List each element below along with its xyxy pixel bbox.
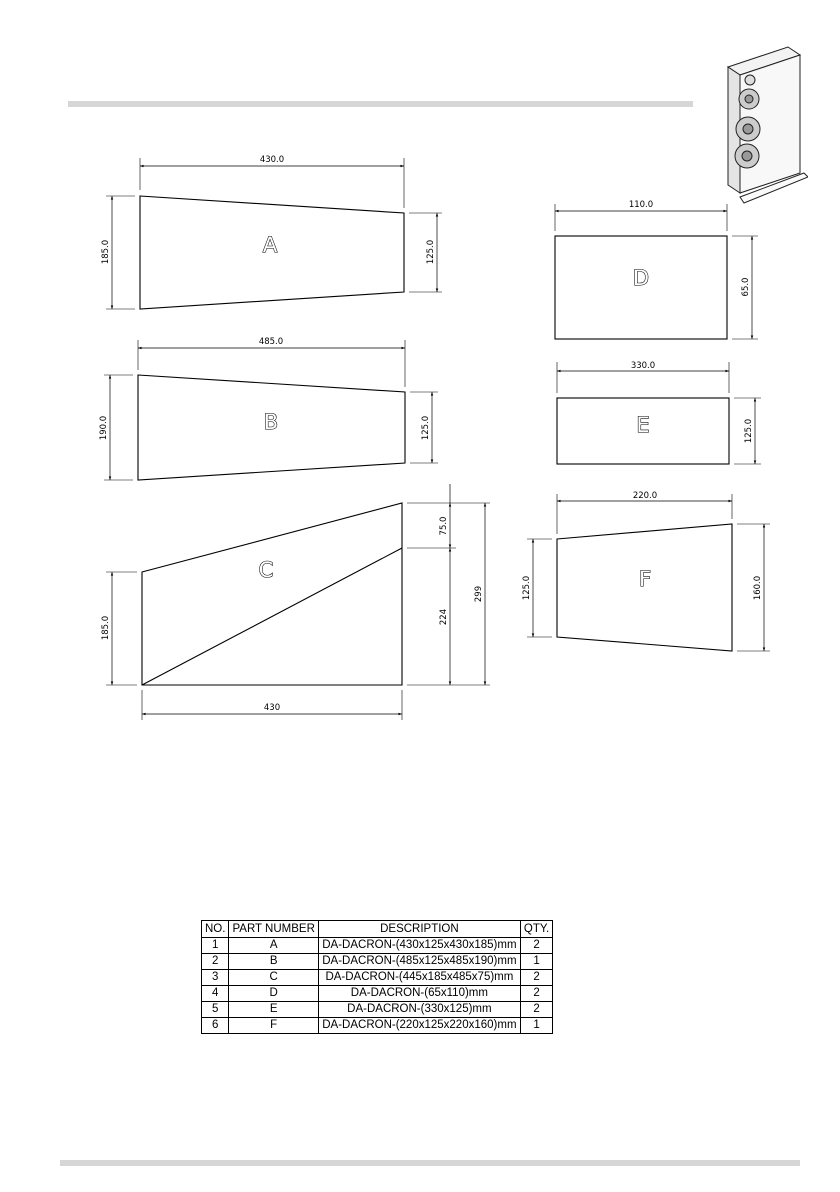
part-a-width: 430.0 — [259, 155, 285, 165]
part-c-left-height: 185.0 — [101, 615, 111, 641]
part-d-drawing — [555, 200, 758, 339]
parts-table — [201, 920, 553, 1034]
row-part-number: B — [229, 954, 318, 970]
row-description: DA-DACRON-(485x125x485x190)mm — [318, 954, 520, 970]
row-part-number: A — [229, 938, 318, 954]
table-row — [202, 1018, 553, 1034]
table-row — [202, 970, 553, 986]
part-c-total-height: 299 — [474, 585, 484, 603]
row-description: DA-DACRON-(445x185x485x75)mm — [318, 970, 520, 986]
part-e-width: 330.0 — [630, 361, 656, 371]
part-f-right-height: 160.0 — [753, 575, 763, 601]
footer-rule — [60, 1160, 800, 1166]
row-qty: 2 — [520, 938, 552, 954]
part-b-drawing — [99, 337, 438, 480]
part-b-left-height: 190.0 — [99, 415, 109, 441]
part-a-left-height: 185.0 — [101, 239, 111, 265]
row-no: 6 — [202, 1018, 229, 1034]
row-qty: 2 — [520, 986, 552, 1002]
row-description: DA-DACRON-(220x125x220x160)mm — [318, 1018, 520, 1034]
row-part-number: D — [229, 986, 318, 1002]
part-d-width: 110.0 — [628, 200, 654, 210]
row-no: 2 — [202, 954, 229, 970]
part-f-label: F — [638, 567, 652, 591]
header-part-number: PART NUMBER — [229, 921, 318, 938]
table-row — [202, 938, 553, 954]
part-a-drawing — [101, 155, 442, 309]
row-part-number: E — [229, 1002, 318, 1018]
part-c-top-segment: 75.0 — [439, 516, 449, 536]
table-row — [202, 954, 553, 970]
header-description: DESCRIPTION — [318, 921, 520, 938]
part-f-drawing — [522, 491, 770, 651]
row-no: 5 — [202, 1002, 229, 1018]
header-qty: QTY. — [520, 921, 552, 938]
header-no: NO. — [202, 921, 229, 938]
part-e-height: 125.0 — [744, 418, 754, 444]
row-part-number: C — [229, 970, 318, 986]
part-e-label: E — [636, 413, 650, 437]
part-f-left-height: 125.0 — [522, 575, 532, 601]
row-qty: 1 — [520, 954, 552, 970]
part-d-label: D — [632, 266, 650, 290]
part-c-drawing — [101, 484, 490, 720]
row-qty: 2 — [520, 1002, 552, 1018]
part-c-label: C — [258, 558, 274, 582]
part-a-label: A — [262, 233, 278, 257]
part-d-height: 65.0 — [741, 277, 751, 297]
part-b-label: B — [263, 410, 279, 434]
row-no: 4 — [202, 986, 229, 1002]
row-description: DA-DACRON-(330x125)mm — [318, 1002, 520, 1018]
row-qty: 2 — [520, 970, 552, 986]
table-header-row — [202, 921, 553, 938]
table-row — [202, 1002, 553, 1018]
row-description: DA-DACRON-(65x110)mm — [318, 986, 520, 1002]
part-b-width: 485.0 — [258, 337, 284, 347]
part-f-width: 220.0 — [632, 491, 658, 501]
part-e-drawing — [557, 361, 761, 464]
row-no: 1 — [202, 938, 229, 954]
row-part-number: F — [229, 1018, 318, 1034]
part-b-right-height: 125.0 — [421, 415, 431, 441]
row-no: 3 — [202, 970, 229, 986]
row-description: DA-DACRON-(430x125x430x185)mm — [318, 938, 520, 954]
part-c-bottom-width: 430 — [263, 703, 281, 713]
part-a-right-height: 125.0 — [426, 239, 436, 265]
row-qty: 1 — [520, 1018, 552, 1034]
table-row — [202, 986, 553, 1002]
part-c-lower-segment: 224 — [439, 608, 449, 626]
